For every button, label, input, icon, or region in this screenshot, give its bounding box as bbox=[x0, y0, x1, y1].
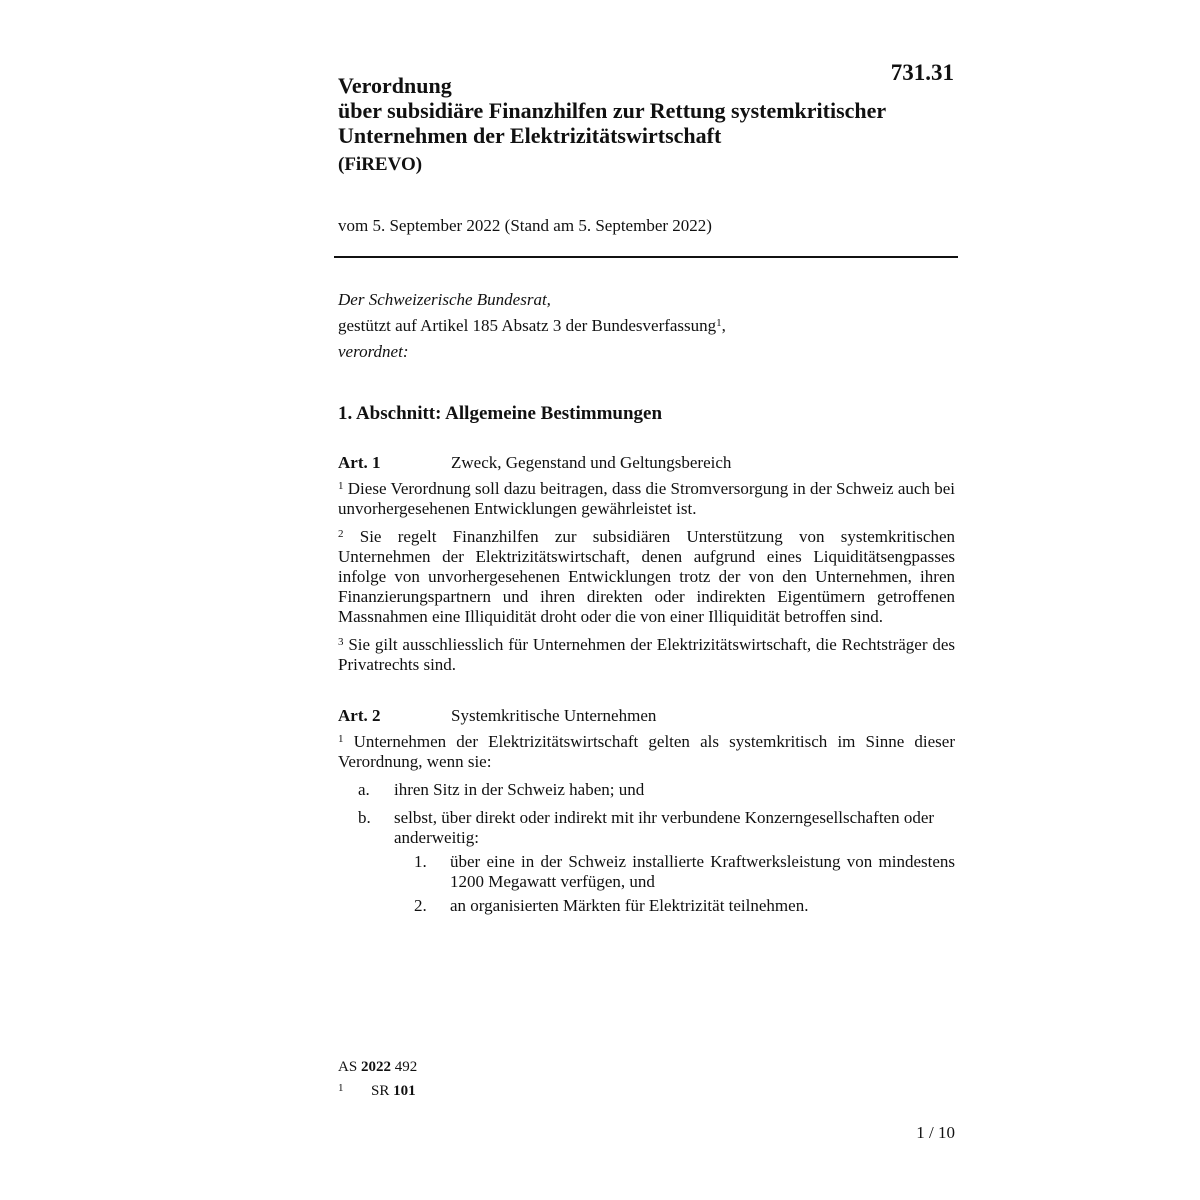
paragraph-number: 3 bbox=[338, 636, 344, 648]
preamble-authority: Der Schweizerische Bundesrat, bbox=[338, 290, 551, 309]
title-divider bbox=[334, 256, 958, 258]
section-heading: 1. Abschnitt: Allgemeine Bestimmungen bbox=[338, 403, 663, 424]
preamble bbox=[338, 287, 958, 365]
list-item bbox=[338, 808, 955, 920]
sub-list-item-text: an organisierten Märkten für Elektrizität teilnehmen. bbox=[450, 896, 809, 915]
article-number: Art. 2 bbox=[338, 706, 381, 725]
sr-number: 731.31 bbox=[890, 60, 954, 85]
document-title bbox=[338, 73, 958, 177]
article-paragraph bbox=[338, 527, 955, 627]
title-line: über subsidiäre Finanzhilfen zur Rettung systemkritischer bbox=[338, 98, 887, 123]
paragraph-number: 2 bbox=[338, 528, 344, 540]
article-title: Zweck, Gegenstand und Geltungsbereich bbox=[451, 453, 732, 472]
article-title: Systemkritische Unternehmen bbox=[451, 706, 657, 725]
document-date: vom 5. September 2022 (Stand am 5. September 2022) bbox=[338, 216, 712, 235]
list-marker: a. bbox=[358, 780, 370, 799]
list-item-text: ihren Sitz in der Schweiz haben; und bbox=[394, 780, 645, 799]
paragraph-text: Sie regelt Finanzhilfen zur subsidiären Unterstützung von systemkritischen Unternehmen der Elektrizitätswirtschaft, denen aufgrund eines Liquiditätsengpasses infolge von unvorhergesehenen Entwicklungen trotz der von den Unternehmen, ihren Finanzierungspartnern und ihren direkten oder indirekten Eigentümern getroffenen Massnahmen eine Illiquidität droht oder die von einer Illiquidität betroffen sind. bbox=[338, 527, 955, 626]
article-number: Art. 1 bbox=[338, 453, 381, 472]
article-paragraph bbox=[338, 732, 955, 772]
article-paragraph bbox=[338, 479, 955, 519]
article-header bbox=[338, 705, 955, 727]
page-number: 1 / 10 bbox=[916, 1123, 955, 1142]
sub-list-item-text: über eine in der Schweiz installierte Kraftwerksleistung von mindestens 1200 Megawatt verfügen, und bbox=[450, 852, 955, 891]
paragraph-text: Unternehmen der Elektrizitätswirtschaft gelten als systemkritisch im Sinne dieser Verordnung, wenn sie: bbox=[338, 732, 955, 771]
list-marker: b. bbox=[358, 808, 371, 827]
sub-list-marker: 1. bbox=[414, 852, 427, 871]
footnote-sr-prefix: SR bbox=[371, 1083, 390, 1099]
as-prefix: AS bbox=[338, 1059, 358, 1075]
sub-list-marker: 2. bbox=[414, 896, 427, 915]
preamble-basis-suffix: , bbox=[721, 316, 726, 335]
title-abbreviation: (FiREVO) bbox=[338, 154, 423, 175]
footnote-reference[interactable]: 1 bbox=[716, 317, 722, 329]
sub-list bbox=[394, 852, 955, 916]
footnote-marker: 1 bbox=[338, 1082, 344, 1094]
footnote-sr-number: 101 bbox=[393, 1083, 416, 1099]
footnotes bbox=[338, 1057, 417, 1102]
paragraph-number: 1 bbox=[338, 480, 344, 492]
footnote-1 bbox=[338, 1078, 417, 1102]
article-header bbox=[338, 452, 955, 474]
paragraph-text: Sie gilt ausschliesslich für Unternehmen der Elektrizitätswirtschaft, die Rechtsträger des Privatrechts sind. bbox=[338, 635, 955, 674]
footnote-as bbox=[338, 1057, 417, 1078]
article-paragraph bbox=[338, 635, 955, 675]
preamble-decree: verordnet: bbox=[338, 342, 409, 361]
list-item-text: selbst, über direkt oder indirekt mit ihr verbundene Konzerngesellschaften oder anderweitig: bbox=[394, 808, 935, 847]
as-page: 492 bbox=[394, 1059, 418, 1075]
preamble-basis bbox=[338, 313, 958, 339]
paragraph-text: Diese Verordnung soll dazu beitragen, dass die Stromversorgung in der Schweiz auch bei unvorhergesehenen Entwicklungen gewährleistet ist. bbox=[338, 479, 955, 518]
title-line: Verordnung bbox=[338, 73, 452, 98]
title-line: Unternehmen der Elektrizitätswirtschaft bbox=[338, 123, 722, 148]
list-item bbox=[338, 780, 955, 800]
article-2 bbox=[338, 705, 955, 928]
paragraph-number: 1 bbox=[338, 733, 344, 745]
sub-list-item bbox=[394, 852, 955, 892]
as-year: 2022 bbox=[360, 1059, 391, 1075]
article-1 bbox=[338, 452, 955, 683]
sub-list-item bbox=[394, 896, 955, 916]
preamble-basis-text: gestützt auf Artikel 185 Absatz 3 der Bundesverfassung bbox=[338, 316, 717, 335]
